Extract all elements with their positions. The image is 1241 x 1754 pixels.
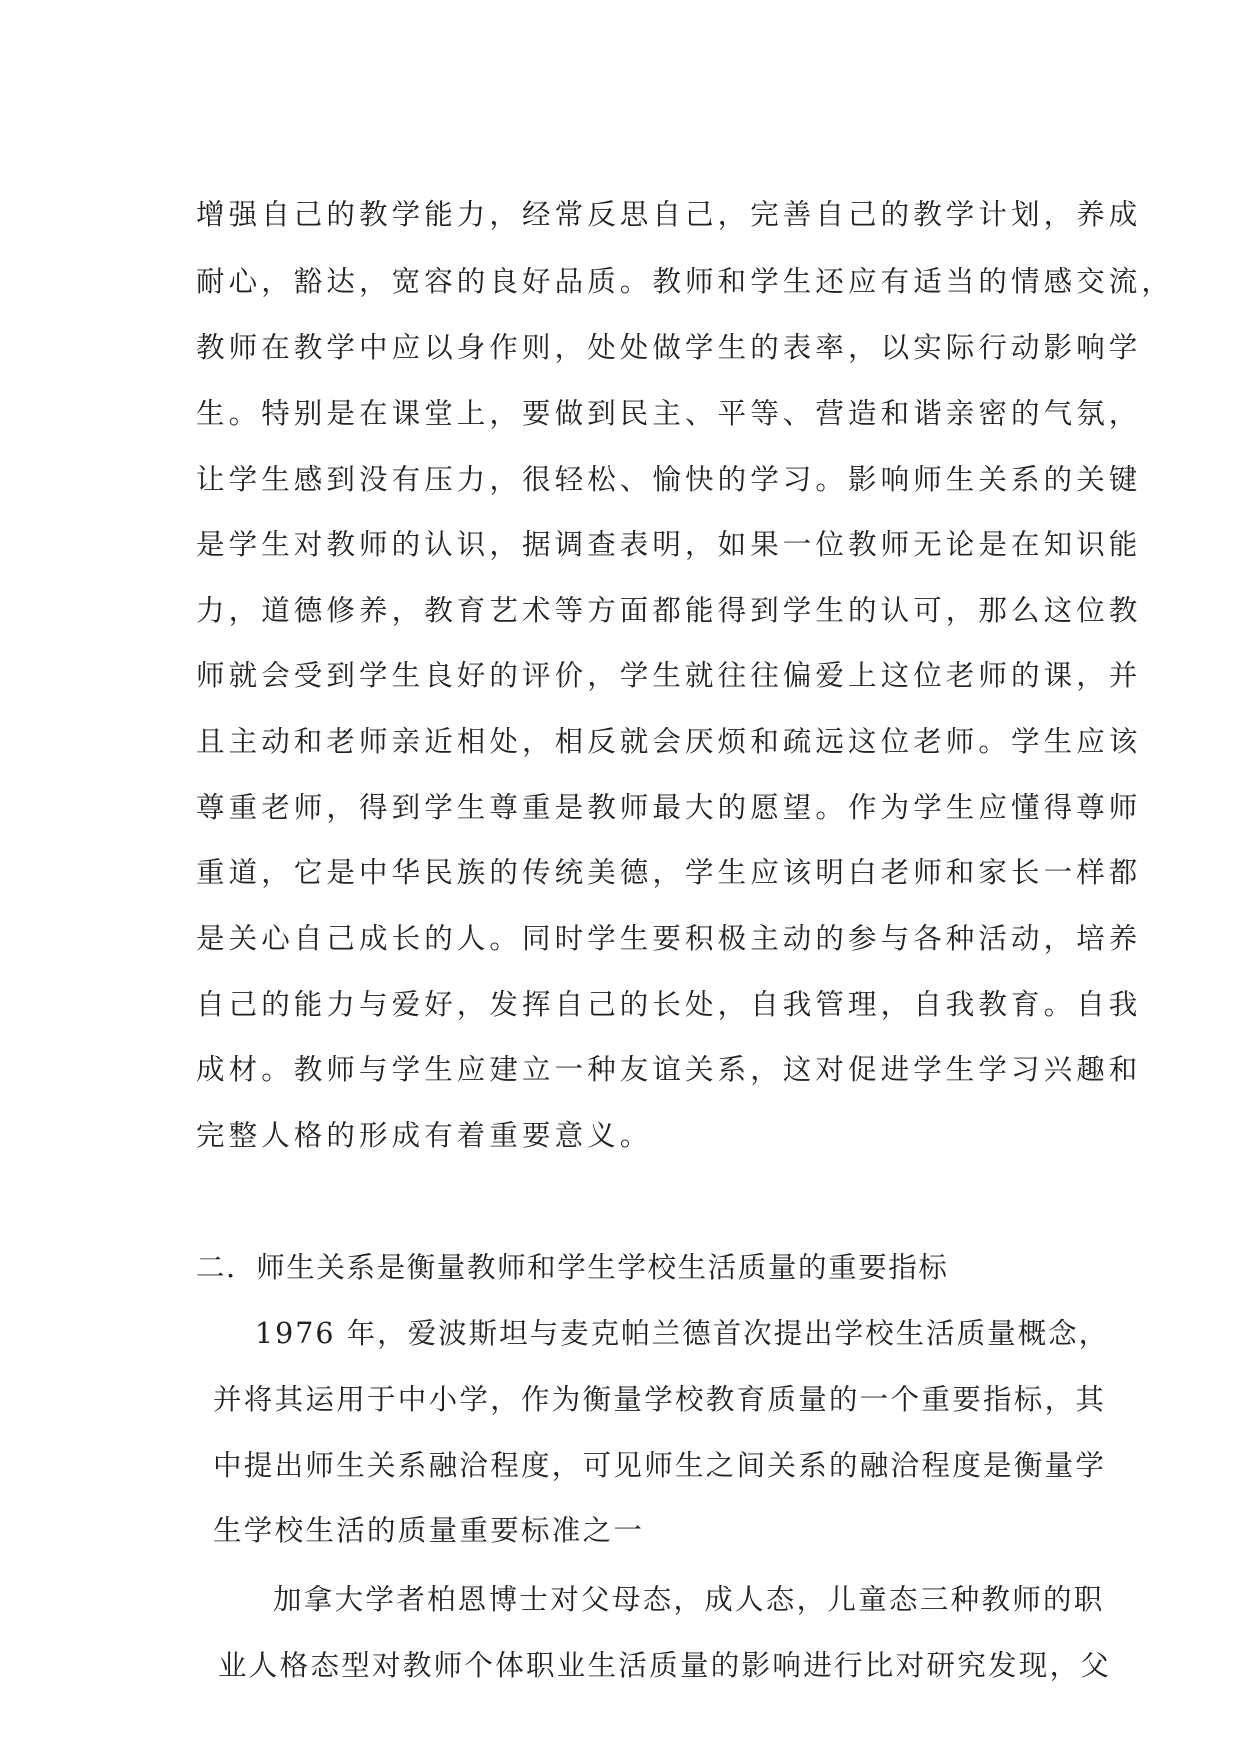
text-line: 生学校生活的质量重要标准之一 [213, 1514, 645, 1547]
text-line: 是学生对教师的认识，据调查表明，如果一位教师无论是在知识能 [196, 528, 1142, 561]
section-heading: 二．师生关系是衡量教师和学生学校生活质量的重要指标 [196, 1251, 949, 1284]
text-line: 重道，它是中华民族的传统美德，学生应该明白老师和家长一样都 [196, 856, 1142, 889]
text-line: 耐心，豁达，宽容的良好品质。教师和学生还应有适当的情感交流， [196, 265, 1175, 298]
text-line: 自己的能力与爱好，发挥自己的长处，自我管理，自我教育。自我 [196, 988, 1142, 1021]
text-line: 并将其运用于中小学，作为衡量学校教育质量的一个重要指标，其 [213, 1383, 1107, 1416]
text-line: 师就会受到学生良好的评价，学生就往往偏爱上这位老师的课，并 [196, 659, 1142, 692]
text-line: 1976 年，爱波斯坦与麦克帕兰德首次提出学校生活质量概念， [255, 1317, 1110, 1350]
text-line: 中提出师生关系融洽程度，可见师生之间关系的融洽程度是衡量学 [213, 1449, 1107, 1482]
text-line: 成材。教师与学生应建立一种友谊关系，这对促进学生学习兴趣和 [196, 1053, 1142, 1086]
text-line: 力，道德修养，教育艺术等方面都能得到学生的认可，那么这位教 [196, 594, 1142, 627]
text-line: 加拿大学者柏恩博士对父母态，成人态，儿童态三种教师的职 [273, 1583, 1105, 1616]
text-line: 教师在教学中应以身作则，处处做学生的表率，以实际行动影响学 [196, 331, 1142, 364]
text-line: 完整人格的形成有着重要意义。 [196, 1119, 653, 1152]
text-line: 是关心自己成长的人。同时学生要积极主动的参与各种活动，培养 [196, 922, 1142, 955]
text-line: 尊重老师，得到学生尊重是教师最大的愿望。作为学生应懂得尊师 [196, 791, 1142, 824]
text-line: 且主动和老师亲近相处，相反就会厌烦和疏远这位老师。学生应该 [196, 725, 1142, 758]
text-line: 业人格态型对教师个体职业生活质量的影响进行比对研究发现，父 [218, 1649, 1112, 1682]
text-line: 生。特别是在课堂上，要做到民主、平等、营造和谐亲密的气氛， [196, 397, 1142, 430]
text-line: 让学生感到没有压力，很轻松、愉快的学习。影响师生关系的关键 [196, 463, 1142, 496]
text-line: 增强自己的教学能力，经常反思自己，完善自己的教学计划，养成 [196, 198, 1142, 231]
